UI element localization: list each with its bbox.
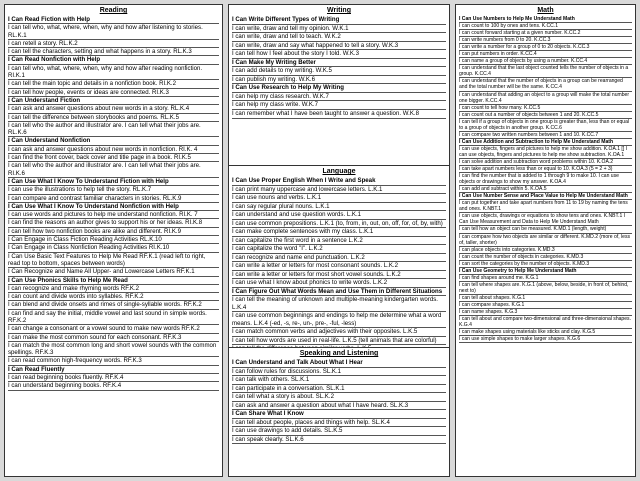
reading-standard: I can read beginning books fluently. RF.K.4 <box>8 374 219 382</box>
math-standard: I can tell where shapes are. K.G.1 (above, below, beside, in front of, behind, next to) <box>459 282 632 295</box>
language-standard: I can tell the meaning of unknown and multiple-meaning kindergarten words. L.K.4 <box>232 296 446 312</box>
reading-heading: I Can Understand Fiction <box>8 97 219 105</box>
language-standard: I can use what I know about phonics to write words. L.K.2 <box>232 279 446 288</box>
writing-heading: I Can Make My Writing Better <box>232 59 446 68</box>
speaking-standard: I can tell what a story is about. SL.K.2 <box>232 393 446 402</box>
speaking-standard: I can use drawings to add details. SL.K.5 <box>232 427 446 436</box>
math-panel <box>455 4 636 477</box>
math-standard: I can put together and take apart numbers from 11 to 19 by naming the tens and ones. K.NBT.1 <box>459 200 632 213</box>
reading-standard: I can match the most common long and short vowel sounds with the common spellings. RF.K.3 <box>8 342 219 358</box>
writing-standard: I can publish my writing. W.K.6 <box>232 76 446 85</box>
reading-standard: I can find the reasons an author gives to support his or her ideas. RI.K.8 <box>8 219 219 227</box>
language-standard: I can match common verbs and adjectives with their opposites. L.K.5 <box>232 328 446 337</box>
language-standard: I can use nouns and verbs. L.K.1 <box>232 194 446 203</box>
math-standard: I can count out a number of objects between 1 and 20. K.CC.5 <box>459 112 632 119</box>
reading-heading: I Can Read Fluently <box>8 366 219 374</box>
reading-standard: I can find the front cover, back cover and title page in a book. RI.K.5 <box>8 154 219 162</box>
reading-standard: I Can Engage in Class Fiction Reading Activities RL.K.10 <box>8 236 219 244</box>
math-standard: I can add and subtract within 5. K.OA.5 <box>459 186 632 193</box>
writing-standard: I can help my class write. W.K.7 <box>232 101 446 110</box>
reading-heading: I Can Read Nonfiction with Help <box>8 56 219 64</box>
writing-list <box>229 16 449 119</box>
reading-standard: I can ask and answer questions about new words in a story. RL.K.4 <box>8 105 219 113</box>
speaking-standard: I can ask and answer a question about what I have heard. SL.K.3 <box>232 402 446 411</box>
math-standard: I can compare two written numbers between 1 and 10. K.CC.7 <box>459 132 632 139</box>
reading-standard: I can read common high-frequency words. RF.K.3 <box>8 357 219 365</box>
writing-panel <box>228 4 450 167</box>
reading-standard: I Can Use Basic Text Features to Help Me Read RF.K.1 (read left to right, read top to bottom, spaces between words) <box>8 253 219 269</box>
reading-heading: I Can Use Phonics Skills to Help Me Read <box>8 277 219 285</box>
math-standard: I can use simple shapes to make larger shapes. K.G.6 <box>459 336 632 343</box>
language-heading: I Can Figure Out What Words Mean and Use Them in Different Situations <box>232 288 446 297</box>
math-standard: I can make shapes using materials like sticks and clay. K.G.5 <box>459 329 632 336</box>
reading-standard: I can use words and pictures to help me understand nonfiction. RI.K. 7 <box>8 211 219 219</box>
math-heading: I Can Use Number Sense and Place Value to Help Me Understand Math <box>459 193 632 200</box>
reading-heading: I Can Understand Nonfiction <box>8 137 219 145</box>
reading-standard: I can tell the main topic and details in a nonfiction book. RI.K.2 <box>8 80 219 88</box>
language-standard: I can use common prepositions. L.K.1 (to, from, in, out, on, off, for, of, by, with) <box>232 220 446 229</box>
math-list <box>456 16 635 343</box>
language-standard: I can tell how words are used in real-life. L.K.5 (tell animals that are colorful) <box>232 337 446 346</box>
language-standard: I can understand and use question words. L.K.1 <box>232 211 446 220</box>
reading-panel <box>4 4 223 477</box>
math-standard: I can compare shapes. K.G.1 <box>459 302 632 309</box>
writing-standard: I can write, draw and tell my opinion. W.K.1 <box>232 25 446 34</box>
math-standard: I can tell if a group of objects in one group is greater than, less than or equal to a group of objects in another group. K.CC.6 <box>459 119 632 132</box>
reading-standard: I can ask and answer questions about new words in nonfiction. RI.K. 4 <box>8 146 219 154</box>
math-standard: I can use objects, fingers and pictures to help me show addition. K.OA.1 [] I can use objects, fingers and pictures to help me show subtraction. K.OA.1 <box>459 146 632 159</box>
reading-heading: I Can Use What I Know To Understand Fiction with Help <box>8 178 219 186</box>
reading-standard: I can find and say the initial, middle vowel and last sound in simple words. RF.K.2 <box>8 310 219 326</box>
writing-standard: I can help my class research. W.K.7 <box>232 93 446 102</box>
speaking-panel <box>228 347 450 477</box>
language-standard: I can write a letter or letters for most consonant sounds. L.K.2 <box>232 262 446 271</box>
math-standard: I can name shapes. K.G.3 <box>459 309 632 316</box>
math-standard: I can place objects into categories. K.MD.3 <box>459 247 632 254</box>
language-standard: I can write a letter or letters for most short vowel sounds. L.K.2 <box>232 271 446 280</box>
math-standard: I can write numbers from 0 to 20. K.CC.3 <box>459 37 632 44</box>
reading-standard: I can tell who, what, where, when, why and how after listening to stories. RL.K.1 <box>8 24 219 40</box>
math-standard: I can count the number of objects in categories. K.MD.3 <box>459 254 632 261</box>
language-standard: I can make complete sentences with my class. L.K.1 <box>232 228 446 237</box>
math-standard: I can find the number that is added to 1 through 9 to make 10. I can use objects or drawings to show my answer. K.OA.4 <box>459 173 632 186</box>
reading-standard: I can make the most common sound for each consonant. RF.K.3 <box>8 334 219 342</box>
math-standard: I can tell about and compare two-dimensional and three-dimensional shapes. K.G.4 <box>459 316 631 329</box>
speaking-heading: I Can Share What I Know <box>232 410 446 419</box>
reading-standard: I can tell how two nonfiction books are alike and different. RI.K.9 <box>8 228 219 236</box>
math-standard: I can count to tell how many. K.CC.5 <box>459 105 632 112</box>
math-heading: I Can Use Geometry to Help Me Understand Math <box>459 268 632 275</box>
math-standard: I can sort the categories by the number of objects. K.MD.3 <box>459 261 632 268</box>
speaking-standard: I can speak clearly. SL.K.6 <box>232 436 446 445</box>
reading-title: Reading <box>99 7 128 14</box>
language-list <box>229 177 449 362</box>
math-standard: I can name a group of objects by using a number. K.CC.4 <box>459 58 632 65</box>
math-standard: I can put numbers in order. K.CC.4 <box>459 51 632 58</box>
math-standard: I can understand that the number of objects in a group can be rearranged and the total number will be the same. K.CC.4 <box>459 78 632 91</box>
language-standard: I can recognize and name end punctuation. L.K.2 <box>232 254 446 263</box>
math-standard: I can compare how two objects are similar or different. K.MD.2 (more of, less of, taller, shorter) <box>459 233 631 246</box>
language-heading: I Can Use Proper English When I Write and Speak <box>232 177 446 186</box>
reading-standard: I can use the illustrations to help tell the story. RL.K.7 <box>8 186 219 194</box>
reading-standard: I can tell how people, events or ideas are connected. RI.K.3 <box>8 89 219 97</box>
math-standard: I can understand that the last object counted tells the number of objects in a group. K.CC.4 <box>459 65 632 78</box>
reading-standard: I can compare and contrast familiar characters in stories. RL.K.9 <box>8 195 219 203</box>
speaking-list <box>229 359 449 444</box>
language-standard: I can capitalize the first word in a sentence L.K.2 <box>232 237 446 246</box>
reading-standard: I Can Engage in Class Nonfiction Reading Activities RI.K.10 <box>8 244 219 252</box>
writing-heading: I Can Use Research to Help My Writing <box>232 84 446 93</box>
speaking-title: Speaking and Listening <box>299 350 379 357</box>
language-standard: I can print many uppercase and lowercase letters. L.K.1 <box>232 186 446 195</box>
writing-standard: I can tell how I feel about the story I told. W.K.3 <box>232 50 446 59</box>
writing-heading: I Can Write Different Types of Writing <box>232 16 446 25</box>
speaking-standard: I can tell about people, places and things with help. SL.K.4 <box>232 419 446 428</box>
math-standard: I can find shapes around me. K.G.1 <box>459 275 632 282</box>
language-standard: I can use common beginnings and endings to help me determine what a word means. L.K.4 (-ed, -s, re-, un-, pre-, -ful, -less) <box>232 312 446 328</box>
reading-standard: I can tell who the author and illustrator are. I can tell what their jobs are. RI.K.6 <box>8 162 219 178</box>
writing-standard: I can write, draw and tell to teach. W.K.2 <box>232 33 446 42</box>
reading-standard: I can tell who, what, where, when, why and how after reading nonfiction. RI.K.1 <box>8 65 219 81</box>
math-title: Math <box>537 7 554 14</box>
writing-standard: I can add details to my writing. W.K.5 <box>232 67 446 76</box>
language-standard: I can say regular plural nouns. L.K.1 <box>232 203 446 212</box>
writing-standard: I can write, draw and say what happened to tell a story. W.K.3 <box>232 42 446 51</box>
language-title: Language <box>322 168 356 175</box>
reading-standard: I can understand beginning books. RF.K.4 <box>8 382 219 390</box>
reading-standard: I Can Recognize and Name All Upper- and Lowercase Letters RF.K.1 <box>8 268 219 276</box>
speaking-standard: I can talk with others. SL.K.1 <box>232 376 446 385</box>
math-standard: I can understand that adding an object to a group will make the total number one bigger. K.CC.4 <box>459 92 632 105</box>
speaking-standard: I can participate in a conversation. SL.K.1 <box>232 385 446 394</box>
reading-standard: I can tell the difference between storybooks and poems. RL.K.5 <box>8 114 219 122</box>
reading-standard: I can recognize and make rhyming words RF.K.2 <box>8 285 219 293</box>
reading-standard: I can count and divide words into syllables. RF.K.2 <box>8 293 219 301</box>
math-standard: I can tell how an object can be measured. K.MD.1 (length, weight) <box>459 226 632 233</box>
reading-standard: I can blend and divide onsets and rimes of single-syllable words. RF.K.2 <box>8 301 219 309</box>
reading-heading: I Can Read Fiction with Help <box>8 16 219 24</box>
math-standard: I can solve addition and subtraction word problems within 10. K.OA.2 <box>459 159 632 166</box>
math-standard: I can take apart numbers less than or equal to 10. K.OA.3 (5 = 2 + 3) <box>459 166 632 173</box>
math-heading: I Can Use Addition and Subtraction to Help Me Understand Math <box>459 139 632 146</box>
writing-standard: I can remember what I have been taught to answer a question. W.K.8 <box>232 110 446 119</box>
math-standard: I can write a number for a group of 0 to 20 objects. K.CC.3 <box>459 44 632 51</box>
reading-heading: I Can Use What I Know To Understand Nonfiction with Help <box>8 203 219 211</box>
reading-standard: I can change a consonant or a vowel sound to make new words RF.K.2 <box>8 325 219 333</box>
math-standard: I can tell about shapes. K.G.1 <box>459 295 632 302</box>
language-standard: I can capitalize the word "I". L.K.2 <box>232 245 446 254</box>
math-standard: I can count to 100 by ones and tens. K.CC.1 <box>459 23 632 30</box>
reading-standard: I can tell the characters, setting and what happens in a story. RL.K.3 <box>8 48 219 56</box>
reading-standard: I can retell a story. RL.K.2 <box>8 40 219 48</box>
math-heading: I Can Use Numbers to Help Me Understand Math <box>459 16 632 23</box>
math-standard: I can use objects, drawings or equations to show tens and ones. K.NBT.1 I Can Use Measurement and Data to Help Me Understand Math <box>459 213 632 226</box>
math-standard: I can count forward starting at a given number. K.CC.2 <box>459 30 632 37</box>
writing-title: Writing <box>327 7 351 14</box>
speaking-standard: I can follow rules for discussions. SL.K.1 <box>232 368 446 377</box>
reading-standard: I can tell who the author and illustrator are. I can tell what their jobs are. RL.K.6 <box>8 122 219 138</box>
speaking-heading: I Can Understand and Talk About What I Hear <box>232 359 446 368</box>
reading-list <box>5 16 222 391</box>
